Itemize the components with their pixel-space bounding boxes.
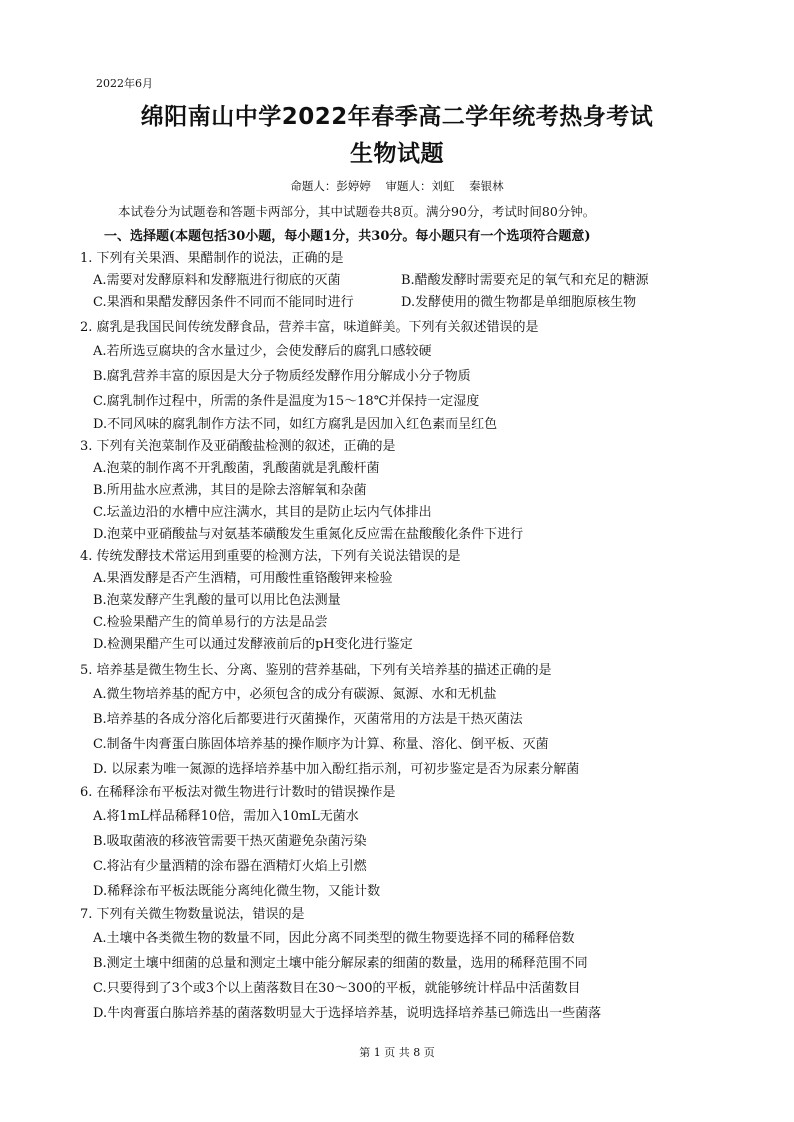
question-stem: 2. 腐乳是我国民间传统发酵食品，营养丰富，味道鲜美。下列有关叙述错误的是	[80, 320, 539, 335]
option-d: D.不同风味的腐乳制作方法不同，如红方腐乳是因加入红色素而呈红色	[93, 417, 498, 432]
option-d: D. 以尿素为唯一氮源的选择培养基中加入酚红指示剂，可初步鉴定是否为尿素分解菌	[93, 762, 580, 777]
option-a: A.土壤中各类微生物的数量不同，因此分离不同类型的微生物要选择不同的稀释倍数	[93, 931, 575, 946]
question-stem: 4. 传统发酵技术常运用到重要的检测方法，下列有关说法错误的是	[80, 549, 461, 564]
exam-authors: 命题人：彭婷婷 审题人：刘虹 秦银林	[290, 179, 504, 193]
option-b: B.测定土壤中细菌的总量和测定土壤中能分解尿素的细菌的数量，选用的稀释范围不同	[93, 956, 588, 971]
question-1	[80, 248, 720, 314]
question-6	[80, 782, 720, 904]
option-a: A.若所选豆腐块的含水量过少，会使发酵后的腐乳口感较硬	[93, 344, 432, 359]
option-c: C.只要得到了3个或3个以上菌落数目在30～300的平板，就能够统计样品中活菌数目	[93, 981, 581, 996]
question-stem: 6. 在稀释涂布平板法对微生物进行计数时的错误操作是	[80, 785, 396, 800]
exam-subject-title: 生物试题	[350, 141, 444, 167]
option-b: B.培养基的各成分溶化后都要进行灭菌操作，灭菌常用的方法是干热灭菌法	[93, 712, 523, 727]
option-b: B.腐乳营养丰富的原因是大分子物质经发酵作用分解成小分子物质	[93, 369, 471, 384]
question-7	[80, 904, 720, 1026]
section-heading: 一、选择题(本题包括30小题，每小题1分，共30分。每小题只有一个选项符合题意)	[104, 229, 591, 244]
question-2	[80, 317, 720, 436]
option-b: B.泡菜发酵产生乳酸的量可以用比色法测量	[93, 593, 341, 608]
option-c: C.坛盖边沿的水槽中应注满水，其目的是防止坛内气体排出	[93, 505, 432, 520]
option-a: A.果酒发酵是否产生酒精，可用酸性重铬酸钾来检验	[93, 571, 393, 586]
option-a: A.泡菜的制作离不开乳酸菌，乳酸菌就是乳酸杆菌	[93, 461, 380, 476]
question-stem: 7. 下列有关微生物数量说法，错误的是	[80, 907, 305, 922]
option-d: D.稀释涂布平板法既能分离纯化微生物，又能计数	[93, 884, 381, 899]
question-stem: 3. 下列有关泡菜制作及亚硝酸盐检测的叙述，正确的是	[80, 439, 396, 454]
option-row	[80, 270, 720, 292]
question-3	[80, 436, 720, 546]
option-a: A.将1mL样品稀释10倍，需加入10mL无菌水	[93, 809, 359, 824]
question-5	[80, 660, 720, 782]
option-d: D.牛肉膏蛋白胨培养基的菌落数明显大于选择培养基，说明选择培养基已筛选出一些菌落	[93, 1006, 602, 1021]
option-c: C.腐乳制作过程中，所需的条件是温度为15～18℃并保持一定湿度	[93, 394, 480, 409]
option-b: B.所用盐水应煮沸，其目的是除去溶解氧和杂菌	[93, 483, 367, 498]
option-c: C.检验果醋产生的简单易行的方法是品尝	[93, 615, 328, 630]
question-4	[80, 546, 720, 656]
option-row	[80, 292, 720, 314]
option-d: D.发酵使用的微生物都是单细胞原核生物	[401, 295, 637, 310]
option-a: A.微生物培养基的配方中，必须包含的成分有碳源、氮源、水和无机盐	[93, 687, 497, 702]
option-c: C.果酒和果醋发酵因条件不同而不能同时进行	[93, 295, 354, 310]
option-a: A.需要对发酵原料和发酵瓶进行彻底的灭菌	[93, 273, 341, 288]
question-stem: 1. 下列有关果酒、果醋制作的说法，正确的是	[80, 251, 344, 266]
question-stem: 5. 培养基是微生物生长、分离、鉴别的营养基础，下列有关培养基的描述正确的是	[80, 663, 552, 678]
option-c: C.制备牛肉膏蛋白胨固体培养基的操作顺序为计算、称量、溶化、倒平板、灭菌	[93, 737, 549, 752]
option-c: C.将沾有少量酒精的涂布器在酒精灯火焰上引燃	[93, 859, 367, 874]
page-footer: 第 1 页 共 8 页	[359, 1046, 435, 1059]
option-b: B.吸取菌液的移液管需要干热灭菌避免杂菌污染	[93, 834, 367, 849]
option-d: D.检测果醋产生可以通过发酵液前后的pH变化进行鉴定	[93, 637, 413, 652]
option-d: D.泡菜中亚硝酸盐与对氨基苯磺酸发生重氮化反应需在盐酸酸化条件下进行	[93, 527, 524, 542]
option-b: B.醋酸发酵时需要充足的氧气和充足的糖源	[401, 273, 649, 288]
exam-intro: 本试卷分为试题卷和答题卡两部分，其中试题卷共8页。满分90分，考试时间80分钟。	[118, 204, 596, 219]
exam-date: 2022年6月	[96, 77, 153, 90]
exam-title: 绵阳南山中学2022年春季高二学年统考热身考试	[140, 104, 654, 130]
question-list	[80, 248, 720, 1026]
